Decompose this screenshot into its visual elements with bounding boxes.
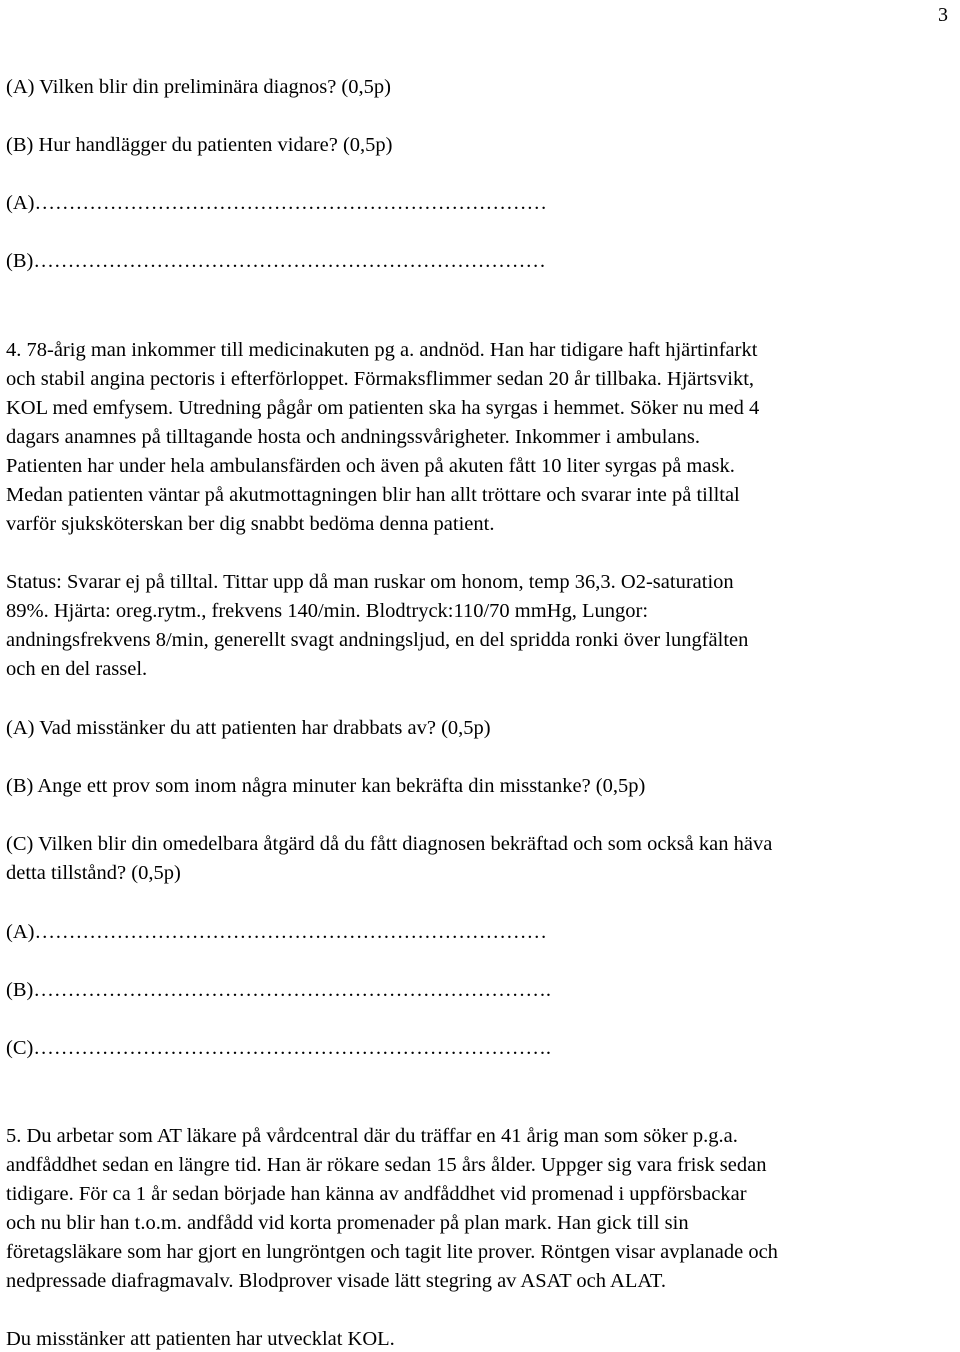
answer-line-4b: (B)…………………………………………………………………. bbox=[6, 979, 551, 1001]
page-number: 3 bbox=[938, 4, 948, 26]
case-4-line: Patienten har under hela ambulansfärden och även på akuten fått 10 liter syrgas på mask. bbox=[6, 455, 735, 477]
question-4c: detta tillstånd? (0,5p) bbox=[6, 862, 181, 884]
case-5-conclusion: Du misstänker att patienten har utvecklat KOL. bbox=[6, 1328, 395, 1350]
question-4a: (A) Vad misstänker du att patienten har drabbats av? (0,5p) bbox=[6, 717, 491, 739]
case-4-line: 4. 78-årig man inkommer till medicinakuten pg a. andnöd. Han har tidigare haft hjärtinfarkt bbox=[6, 339, 758, 361]
case-5-line: och nu blir han t.o.m. andfådd vid korta promenader på plan mark. Han gick till sin bbox=[6, 1212, 689, 1234]
case-4-line: dagars anamnes på tilltagande hosta och andningssvårigheter. Inkommer i ambulans. bbox=[6, 426, 700, 448]
question-3b: (B) Hur handlägger du patienten vidare? (0,5p) bbox=[6, 134, 393, 156]
question-4c: (C) Vilken blir din omedelbara åtgärd då du fått diagnosen bekräftad och som också kan häva bbox=[6, 833, 773, 855]
status-4-line: 89%. Hjärta: oreg.rytm., frekvens 140/min. Blodtryck:110/70 mmHg, Lungor: bbox=[6, 600, 649, 622]
answer-line-3b: (B)………………………………………………………………… bbox=[6, 250, 546, 272]
question-4b: (B) Ange ett prov som inom några minuter kan bekräfta din misstanke? (0,5p) bbox=[6, 775, 646, 797]
case-5-line: andfåddhet sedan en längre tid. Han är rökare sedan 15 års ålder. Uppger sig vara frisk sedan bbox=[6, 1154, 767, 1176]
case-4-line: varför sjuksköterskan ber dig snabbt bedöma denna patient. bbox=[6, 513, 495, 535]
answer-line-3a: (A)………………………………………………………………… bbox=[6, 192, 547, 214]
status-4-line: och en del rassel. bbox=[6, 658, 148, 680]
case-4-line: KOL med emfysem. Utredning pågår om patienten ska ha syrgas i hemmet. Söker nu med 4 bbox=[6, 397, 760, 419]
case-4-line: och stabil angina pectoris i efterförloppet. Förmaksflimmer sedan 20 år tillbaka. Hjärtsvikt, bbox=[6, 368, 755, 390]
answer-line-4c: (C)…………………………………………………………………. bbox=[6, 1037, 551, 1059]
question-3a: (A) Vilken blir din preliminära diagnos? (0,5p) bbox=[6, 76, 391, 98]
case-5-line: företagsläkare som har gjort en lungröntgen och tagit lite prover. Röntgen visar avplanade och bbox=[6, 1241, 778, 1263]
case-5-line: tidigare. För ca 1 år sedan började han känna av andfåddhet vid promenad i uppförsbackar bbox=[6, 1183, 747, 1205]
case-5-line: nedpressade diafragmavalv. Blodprover visade lätt stegring av ASAT och ALAT. bbox=[6, 1270, 667, 1292]
status-4-line: andningsfrekvens 8/min, generellt svagt andningsljud, en del spridda ronki över lungfälten bbox=[6, 629, 749, 651]
case-4-line: Medan patienten väntar på akutmottagningen blir han allt tröttare och svarar inte på tilltal bbox=[6, 484, 740, 506]
answer-line-4a: (A)………………………………………………………………… bbox=[6, 921, 547, 943]
case-5-line: 5. Du arbetar som AT läkare på vårdcentral där du träffar en 41 årig man som söker p.g.a. bbox=[6, 1125, 738, 1147]
status-4-line: Status: Svarar ej på tilltal. Tittar upp då man ruskar om honom, temp 36,3. O2-saturation bbox=[6, 571, 734, 593]
